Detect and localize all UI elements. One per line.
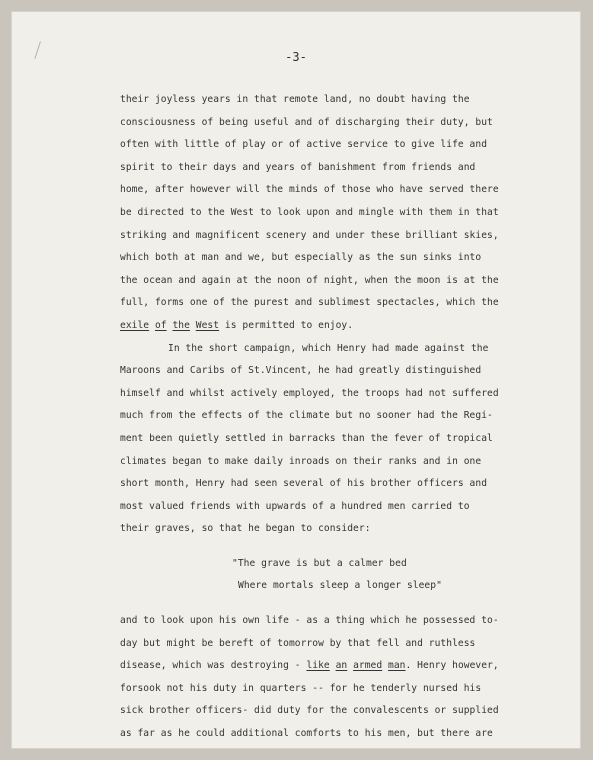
- text-line-underlined: [120, 315, 560, 338]
- spacer: [120, 541, 560, 553]
- text-line: day but might be bereft of tomorrow by that fell and ruthless: [120, 637, 476, 649]
- text-line: often with little of play or of active service to give life and: [120, 139, 488, 151]
- underlined-word: the: [172, 319, 190, 331]
- spacer: [120, 598, 560, 610]
- body-text: [120, 89, 560, 746]
- text-line: short month, Henry had seen several of his brother officers and: [120, 478, 488, 490]
- text-line: the ocean and again at the noon of night, when the moon is at the: [120, 274, 499, 286]
- text-line: forsook not his duty in quarters -- for he tenderly nursed his: [120, 682, 482, 694]
- text-line: their graves, so that he began to consider:: [120, 523, 371, 535]
- underlined-word: an: [335, 660, 348, 672]
- line-remainder: . Henry however,: [405, 660, 499, 672]
- underlined-word: armed: [353, 660, 383, 672]
- text-line: In the short campaign, which Henry had made against the: [168, 342, 489, 354]
- text-line-underlined: [120, 655, 560, 678]
- line-start: disease, which was destroying -: [120, 660, 307, 672]
- text-line: most valued friends with upwards of a hundred men carried to: [120, 500, 470, 512]
- text-line: ment been quietly settled in barracks than the fever of tropical: [120, 432, 493, 444]
- text-line: be directed to the West to look upon and mingle with them in that: [120, 206, 499, 218]
- underlined-word: man: [388, 660, 406, 672]
- text-line: their joyless years in that remote land, no doubt having the: [120, 94, 470, 105]
- text-line: Maroons and Caribs of St.Vincent, he had greatly distinguished: [120, 365, 482, 377]
- text-line: himself and whilst actively employed, the troops had not suffered: [120, 387, 499, 399]
- quote-line: Where mortals sleep a longer sleep": [238, 580, 442, 592]
- underlined-word: of: [154, 319, 167, 331]
- text-line: spirit to their days and years of banishment from friends and: [120, 161, 476, 173]
- text-line: consciousness of being useful and of discharging their duty, but: [120, 116, 493, 128]
- page-number: -3-: [285, 50, 307, 64]
- line-remainder: is permitted to enjoy.: [219, 319, 354, 331]
- text-line: striking and magnificent scenery and under these brilliant skies,: [120, 229, 499, 241]
- paragraph-2: [120, 338, 560, 541]
- text-line: home, after however will the minds of those who have served there: [120, 184, 499, 196]
- paragraph-1: [120, 89, 560, 338]
- quote-line: "The grave is but a calmer bed: [232, 557, 407, 569]
- text-line: and to look upon his own life - as a thing which he possessed to-: [120, 615, 499, 627]
- underlined-word: West: [195, 319, 220, 331]
- paragraph-3: [120, 610, 560, 746]
- underlined-word: exile: [120, 319, 150, 331]
- underlined-word: like: [306, 660, 330, 672]
- typewritten-page: [12, 12, 580, 748]
- text-line: full, forms one of the purest and sublimest spectacles, which the: [120, 297, 499, 309]
- text-line: much from the effects of the climate but no sooner had the Regi-: [120, 410, 493, 422]
- text-line: sick brother officers- did duty for the convalescents or supplied: [120, 705, 499, 717]
- quotation: [120, 553, 560, 598]
- text-line: as far as he could additional comforts to his men, but there are: [120, 728, 493, 740]
- text-line: climates began to make daily inroads on their ranks and in one: [120, 455, 482, 467]
- text-line: which both at man and we, but especially as the sun sinks into: [120, 252, 482, 264]
